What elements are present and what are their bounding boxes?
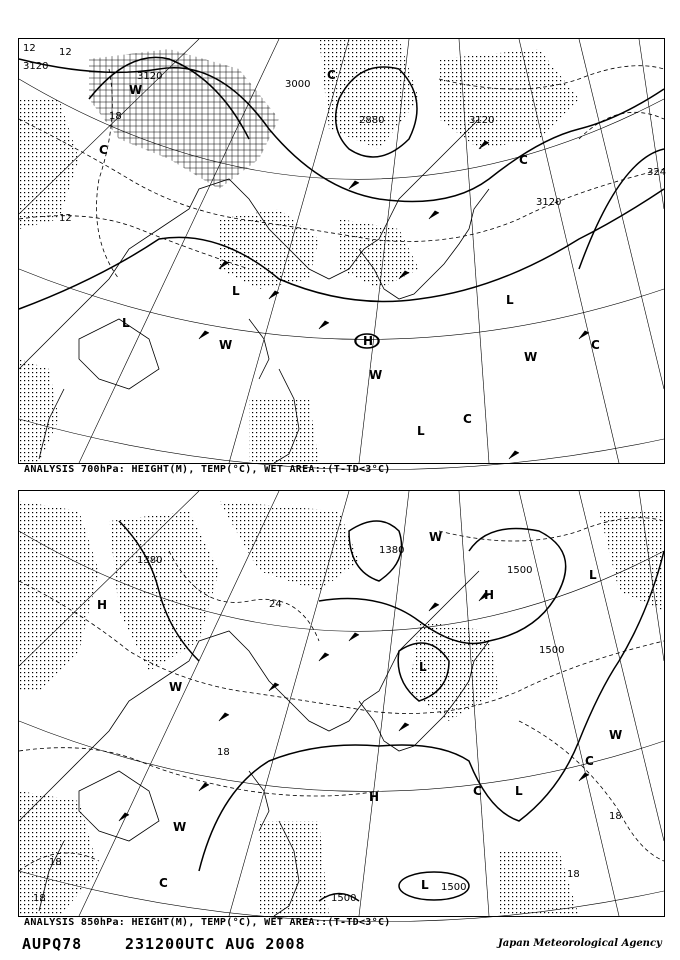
temp-label: 24 xyxy=(269,599,282,610)
height-label: 3120 xyxy=(536,197,562,208)
chart-code: AUPQ78 xyxy=(22,935,83,953)
cold-marker: C xyxy=(159,876,168,890)
cold-marker: C xyxy=(327,68,336,82)
map-850hpa-canvas xyxy=(19,491,664,916)
map-850hpa xyxy=(18,490,665,917)
warm-marker: W xyxy=(173,820,187,834)
warm-marker: W xyxy=(129,83,143,97)
warm-marker: W xyxy=(524,350,538,364)
height-label: 3000 xyxy=(285,79,311,90)
cold-marker: C xyxy=(473,784,482,798)
cold-marker: C xyxy=(591,338,600,352)
warm-marker: W xyxy=(219,338,233,352)
temp-label: 18 xyxy=(49,857,62,868)
height-label: 1500 xyxy=(441,882,467,893)
low-marker: L xyxy=(122,316,130,330)
low-marker: L xyxy=(589,568,597,582)
high-marker: H xyxy=(484,588,495,602)
warm-marker: W xyxy=(369,368,383,382)
cold-marker: C xyxy=(519,153,528,167)
wet-areas xyxy=(19,501,664,916)
analysis-time: 231200UTC AUG 2008 xyxy=(125,935,306,953)
temp-label: 18 xyxy=(109,111,122,122)
height-label: 1380 xyxy=(379,545,405,556)
high-marker: H xyxy=(97,598,108,612)
low-marker: L xyxy=(232,284,240,298)
height-label: 324 xyxy=(647,167,667,178)
low-marker: L xyxy=(419,660,427,674)
height-label: 2880 xyxy=(359,115,385,126)
map-700hpa-canvas xyxy=(19,39,667,463)
height-label: 1500 xyxy=(507,565,533,576)
temp-label: 18 xyxy=(567,869,580,880)
caption-700hpa: ANALYSIS 700hPa: HEIGHT(M), TEMP(°C), WET AREA::(T-TD<3°C) xyxy=(24,464,391,475)
temp-label: 12 xyxy=(59,213,72,224)
cold-marker: C xyxy=(585,754,594,768)
cold-marker: C xyxy=(463,412,472,426)
graticule-parallels xyxy=(19,531,664,922)
warm-marker: W xyxy=(609,728,623,742)
warm-marker: W xyxy=(429,530,443,544)
height-label: 1380 xyxy=(137,555,163,566)
wet-areas xyxy=(19,39,579,463)
map-700hpa xyxy=(18,38,665,464)
low-marker: L xyxy=(515,784,523,798)
temp-label: 18 xyxy=(609,811,622,822)
low-marker: L xyxy=(417,424,425,438)
high-marker: H xyxy=(363,334,374,348)
cold-marker: C xyxy=(99,143,108,157)
height-label: 3120 xyxy=(469,115,495,126)
temp-label: 12 xyxy=(59,47,72,58)
agency-name: Japan Meteorological Agency xyxy=(498,938,662,949)
temp-label: 18 xyxy=(217,747,230,758)
caption-850hpa: ANALYSIS 850hPa: HEIGHT(M), TEMP(°C), WET AREA::(T-TD<3°C) xyxy=(24,917,391,928)
low-marker: L xyxy=(506,293,514,307)
height-label: 1500 xyxy=(331,893,357,904)
temp-label: 12 xyxy=(23,43,36,54)
height-label: 3120 xyxy=(23,61,49,72)
high-marker: H xyxy=(369,790,380,804)
low-marker: L xyxy=(421,878,429,892)
temp-label: 18 xyxy=(33,893,46,904)
height-label: 3120 xyxy=(137,71,163,82)
warm-marker: W xyxy=(169,680,183,694)
height-label: 1500 xyxy=(539,645,565,656)
